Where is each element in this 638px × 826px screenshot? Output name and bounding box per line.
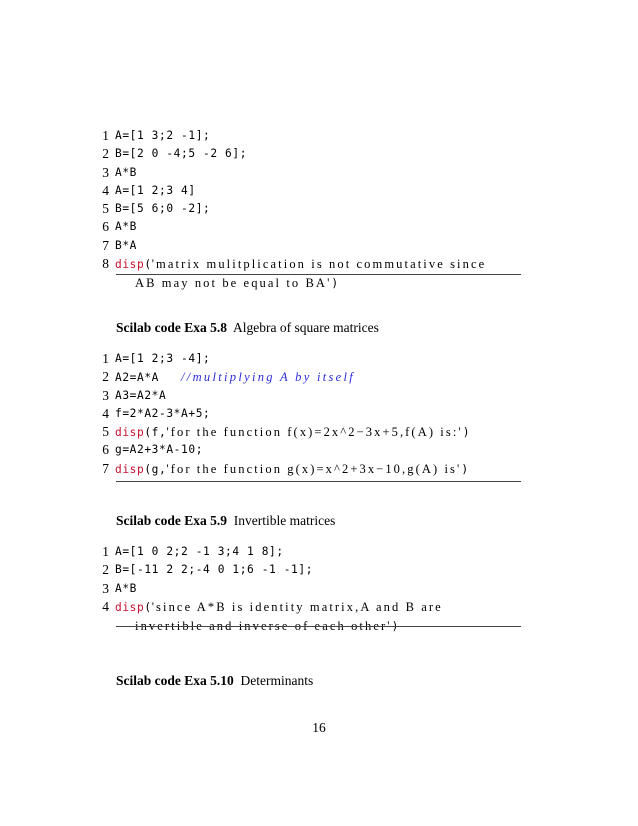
code-comment: //multiplying A by itself [181, 370, 356, 385]
function-keyword: disp [115, 426, 145, 440]
line-number: 1 [102, 544, 109, 559]
caption-title: Algebra of square matrices [233, 320, 379, 335]
paren-close: ) [331, 277, 339, 291]
code-line [80, 543, 521, 561]
line-number: 3 [102, 387, 109, 403]
code-text: A3=A2*A [115, 388, 167, 402]
listing-caption [116, 673, 313, 689]
code-listing-exa-5-8 [80, 350, 521, 478]
code-listing-exa-5-9 [80, 543, 521, 636]
listing-rule [116, 626, 521, 627]
paren-close: ) [391, 620, 399, 634]
code-line [80, 580, 521, 598]
caption-label: Scilab code Exa 5.8 [116, 320, 228, 335]
code-line [80, 237, 521, 255]
code-statement: A2=A*A [115, 371, 182, 385]
code-text [115, 460, 469, 479]
line-number: 8 [102, 256, 109, 272]
code-line [80, 598, 521, 637]
code-text [115, 423, 470, 442]
code-line [80, 350, 521, 368]
page-number: 16 [312, 720, 326, 735]
line-number: 5 [102, 201, 109, 217]
string-literal: 'matrix mulitplication is not commutative since [151, 257, 487, 272]
paren-close: ) [461, 462, 469, 476]
code-line [80, 182, 521, 200]
code-text: B=[2 0 -4;5 -2 6]; [115, 147, 248, 161]
code-text: A=[1 3;2 -1]; [115, 129, 211, 142]
code-text: A=[1 2;3 -4]; [115, 352, 211, 365]
paren-open: ( [144, 258, 152, 272]
code-line [80, 145, 521, 163]
code-text: A*B [115, 220, 138, 234]
string-literal-cont: AB may not be equal to BA' [135, 276, 332, 291]
code-text: A=[1 2;3 4] [115, 183, 196, 197]
string-literal-cont: invertible and inverse of each other' [135, 619, 392, 634]
caption-label: Scilab code Exa 5.10 [116, 673, 234, 688]
function-keyword: disp [115, 600, 145, 614]
listing-caption [116, 320, 379, 336]
code-text: B*A [115, 238, 138, 252]
listing-rule [116, 274, 521, 275]
string-literal: 'since A*B is identity matrix,A and B are [151, 599, 443, 614]
paren-close: ) [462, 426, 471, 440]
caption-title: Determinants [240, 673, 314, 688]
code-text [115, 598, 515, 637]
code-line [80, 368, 521, 386]
line-number: 5 [102, 424, 109, 440]
line-number: 2 [102, 562, 109, 578]
code-line [80, 561, 521, 579]
code-line [80, 405, 521, 423]
line-number: 4 [102, 405, 109, 421]
line-number: 3 [102, 164, 109, 180]
code-line [80, 200, 521, 218]
line-number: 7 [102, 460, 109, 476]
code-text [115, 368, 355, 387]
line-continuation [115, 274, 515, 293]
code-args: (f, [144, 426, 167, 440]
code-line [80, 127, 521, 145]
line-number: 1 [102, 351, 109, 366]
code-text: A=[1 0 2;2 -1 3;4 1 8]; [115, 545, 284, 558]
listing-rule [116, 481, 521, 482]
line-number: 2 [102, 369, 109, 385]
line-number: 2 [102, 146, 109, 162]
line-number: 7 [102, 237, 109, 253]
code-line [80, 423, 521, 441]
code-line [80, 460, 521, 478]
line-number: 4 [102, 598, 109, 614]
code-text: g=A2+3*A-10; [115, 443, 204, 457]
string-literal: 'for the function g(x)=x^2+3x−10,g(A) is' [166, 461, 462, 476]
code-line [80, 218, 521, 236]
code-listing-1 [80, 127, 521, 294]
line-number: 6 [102, 442, 109, 458]
caption-title: Invertible matrices [233, 513, 336, 528]
code-line [80, 387, 521, 405]
code-text: B=[5 6;0 -2]; [115, 202, 211, 216]
line-number: 4 [102, 182, 109, 198]
code-args: (g, [144, 462, 167, 476]
code-text: B=[-11 2 2;-4 0 1;6 -1 -1]; [115, 563, 314, 577]
code-line [80, 441, 521, 459]
paren-open: ( [144, 600, 152, 614]
line-number: 1 [102, 128, 109, 143]
string-literal: 'for the function f(x)=2x^2−3x+5,f(A) is:' [166, 425, 463, 440]
code-line [80, 164, 521, 182]
code-text: f=2*A2-3*A+5; [115, 406, 211, 420]
listing-caption [116, 513, 335, 529]
code-text: A*B [115, 165, 138, 179]
line-number: 6 [102, 219, 109, 235]
code-text: A*B [115, 581, 138, 595]
function-keyword: disp [115, 258, 145, 272]
line-number: 3 [102, 580, 109, 596]
function-keyword: disp [115, 462, 145, 476]
caption-label: Scilab code Exa 5.9 [116, 513, 228, 528]
